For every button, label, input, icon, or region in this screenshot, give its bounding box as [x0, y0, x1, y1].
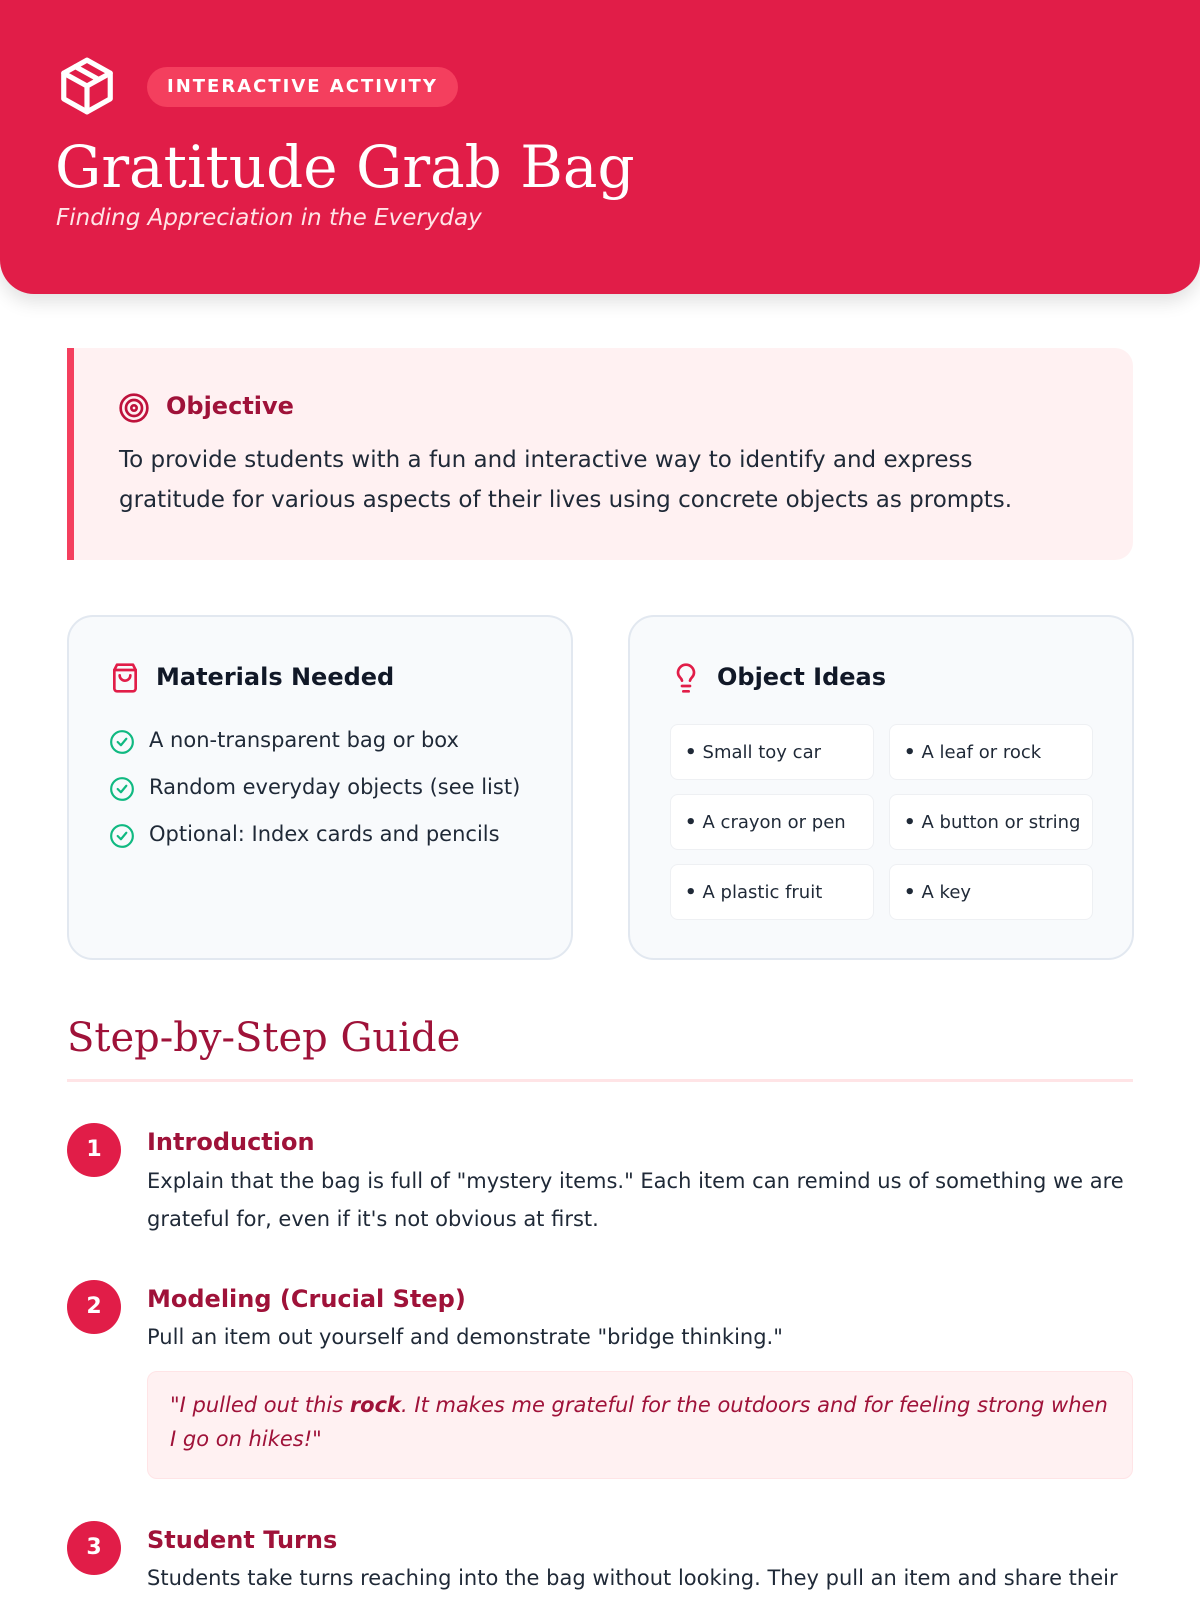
bullet-icon: • [685, 882, 697, 903]
guide-heading: Step-by-Step Guide [67, 1015, 461, 1061]
materials-card [67, 615, 573, 960]
check-circle-icon [109, 823, 135, 849]
header-banner [0, 0, 1200, 294]
activity-badge: INTERACTIVE ACTIVITY [147, 67, 458, 107]
object-idea-item [670, 864, 874, 920]
material-label: Random everyday objects (see list) [149, 775, 521, 799]
materials-list [109, 725, 520, 866]
target-icon [118, 392, 150, 424]
quote-text: . It makes me grateful for the outdoors and for feeling strong when I go on hikes!" [170, 1393, 1108, 1451]
bullet-icon: • [904, 742, 916, 763]
step-number-badge: 3 [67, 1521, 121, 1575]
object-idea-item [670, 724, 874, 780]
bullet-icon: • [904, 882, 916, 903]
quote-emphasis: rock [349, 1393, 402, 1417]
shopping-bag-icon [109, 661, 141, 695]
object-idea-label: A button or string [921, 812, 1081, 833]
list-item [109, 772, 520, 819]
step-number-badge: 2 [67, 1280, 121, 1334]
object-idea-item [889, 794, 1093, 850]
example-quote [147, 1371, 1133, 1479]
objective-title: Objective [166, 392, 294, 420]
object-idea-item [670, 794, 874, 850]
page-subtitle: Finding Appreciation in the Everyday [56, 205, 482, 231]
step-text: Explain that the bag is full of "mystery items." Each item can remind us of something we are grateful for, even if it's not obvious at first. [147, 1169, 1124, 1231]
quote-text: "I pulled out this [170, 1393, 350, 1417]
check-circle-icon [109, 729, 135, 755]
lightbulb-icon [670, 661, 702, 695]
list-item [109, 725, 520, 772]
step-number-badge: 1 [67, 1123, 121, 1177]
object-idea-label: A leaf or rock [921, 742, 1042, 763]
materials-title: Materials Needed [156, 663, 395, 691]
material-label: A non-transparent bag or box [149, 728, 459, 752]
bullet-icon: • [685, 742, 697, 763]
step-title: Introduction [147, 1128, 315, 1156]
package-icon [56, 55, 118, 117]
object-idea-label: A plastic fruit [702, 882, 823, 903]
step-title: Modeling (Crucial Step) [147, 1285, 466, 1313]
object-ideas-title: Object Ideas [717, 663, 887, 691]
object-idea-item [889, 724, 1093, 780]
object-ideas-card [628, 615, 1134, 960]
step-text: Students take turns reaching into the bag without looking. They pull an item and share their [147, 1566, 1118, 1590]
object-idea-label: A key [921, 882, 972, 903]
list-item [109, 819, 520, 866]
check-circle-icon [109, 776, 135, 802]
material-label: Optional: Index cards and pencils [149, 822, 500, 846]
step-text: Pull an item out yourself and demonstrate "bridge thinking." [147, 1325, 783, 1349]
objective-text: To provide students with a fun and interactive way to identify and express gratitude for various aspects of their lives using concrete objects as prompts. [119, 447, 1013, 513]
objective-box [67, 348, 1133, 560]
object-idea-label: A crayon or pen [702, 812, 846, 833]
bullet-icon: • [685, 812, 697, 833]
section-divider [67, 1079, 1133, 1082]
object-idea-label: Small toy car [702, 742, 822, 763]
step-title: Student Turns [147, 1526, 338, 1554]
page-title: Gratitude Grab Bag [55, 133, 635, 201]
object-idea-item [889, 864, 1093, 920]
bullet-icon: • [904, 812, 916, 833]
